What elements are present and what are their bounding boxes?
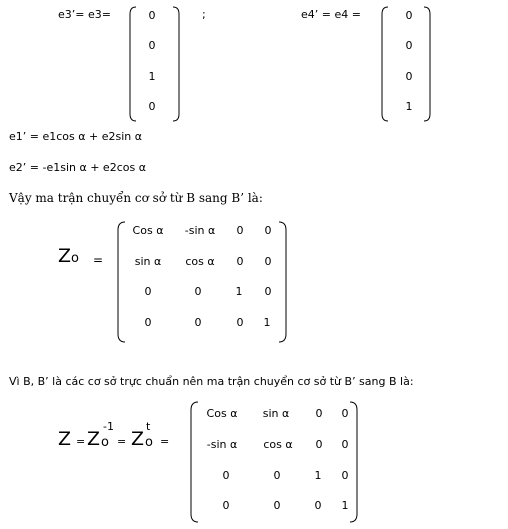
matrix-cell: cos α [263,438,293,451]
z-left-bracket [190,401,199,523]
matrix-cell: 0 [264,255,272,268]
zo-transpose-subscript: o [145,435,153,450]
sentence-transition-matrix: Vậy ma trận chuyển cơ sở từ B sang B’ là: [9,191,263,205]
matrix-cell: 0 [273,469,281,482]
matrix-cell: 0 [341,407,349,420]
inverse-superscript: -1 [103,420,114,433]
matrix-cell: 0 [236,255,244,268]
matrix-cell: 0 [341,438,349,451]
matrix-cell: 0 [264,224,272,237]
matrix-cell: 0 [273,499,281,512]
e4-right-bracket [423,6,431,122]
e3-left-bracket [129,6,137,122]
vector-entry: 1 [148,70,156,83]
matrix-cell: 0 [315,407,323,420]
e3-right-bracket [172,6,180,122]
zo-inverse-symbol: Z [87,428,101,450]
matrix-cell: 0 [341,469,349,482]
matrix-cell: 1 [235,285,243,298]
equation-e2: e2’ = -e1sin α + e2cos α [9,161,146,174]
matrix-cell: 0 [314,499,322,512]
sentence-orthonormal: Vì B, B’ là các cơ sở trực chuẩn nên ma trận chuyển cơ sở từ B’ sang B là: [9,375,414,388]
z-equals-3: = [160,435,170,448]
e4-left-bracket [381,6,389,122]
vector-entry: 0 [148,39,156,52]
matrix-cell: 1 [314,469,322,482]
matrix-cell: Cos α [132,224,164,237]
zo-symbol: Z [58,245,72,267]
z-symbol: Z [58,428,72,450]
matrix-cell: 0 [315,438,323,451]
vector-entry: 0 [405,70,413,83]
zo-equals: = [93,253,104,267]
matrix-cell: -sin α [206,438,238,451]
e4-label: e4’ = e4 = [301,8,361,21]
matrix-cell: 0 [222,499,230,512]
matrix-cell: sin α [262,407,290,420]
matrix-cell: Cos α [206,407,238,420]
matrix-cell: 0 [194,285,202,298]
matrix-cell: 0 [144,285,152,298]
zo-inverse-subscript: o [101,435,109,450]
matrix-cell: sin α [134,255,162,268]
matrix-cell: -sin α [184,224,216,237]
matrix-cell: 0 [144,316,152,329]
zo-subscript: o [71,251,79,266]
zo-left-bracket [117,221,126,343]
matrix-cell: 1 [341,499,349,512]
matrix-cell: 1 [263,316,271,329]
vector-entry: 0 [148,9,156,22]
matrix-cell: 0 [194,316,202,329]
matrix-cell: cos α [185,255,215,268]
zo-right-bracket [278,221,287,343]
z-right-bracket [349,401,358,523]
matrix-cell: 0 [222,469,230,482]
vector-entry: 0 [148,100,156,113]
vector-entry: 0 [405,9,413,22]
equation-e1: e1’ = e1cos α + e2sin α [9,130,142,143]
separator: ; [202,8,206,21]
z-equals-1: = [76,435,86,448]
zo-label [58,247,79,266]
z-equals-2: = [117,435,127,448]
matrix-cell: 0 [236,316,244,329]
transpose-superscript: t [146,420,151,433]
vector-entry: 0 [405,39,413,52]
e3-label: e3’= e3= [58,8,111,21]
zo-transpose-symbol: Z [131,428,145,450]
matrix-cell: 0 [236,224,244,237]
matrix-cell: 0 [264,285,272,298]
vector-entry: 1 [405,100,413,113]
